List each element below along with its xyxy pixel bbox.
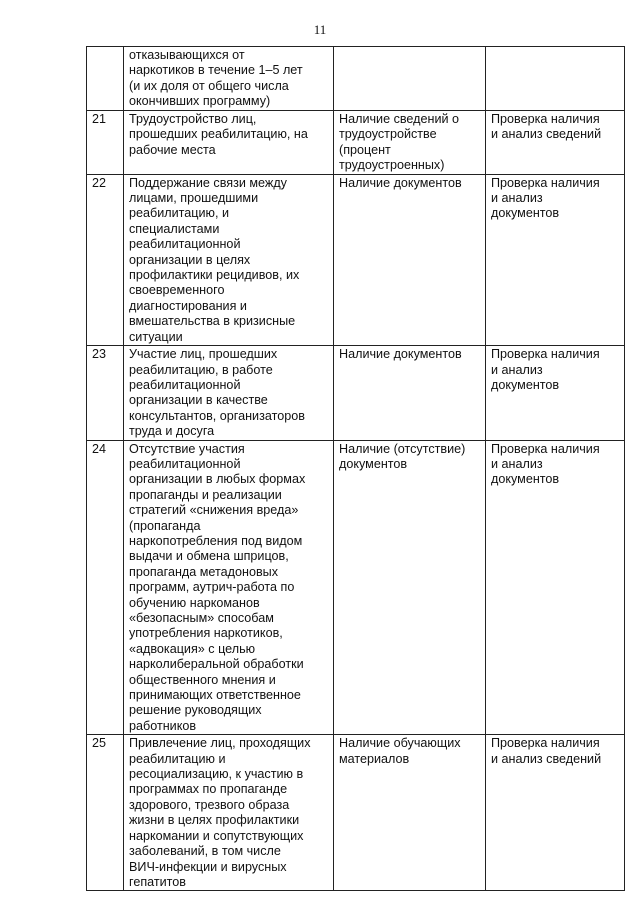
evidence-text: Наличие документов	[334, 174, 486, 345]
evidence-text: Наличие документов	[334, 346, 486, 440]
row-number: 25	[87, 735, 124, 891]
verification-text: Проверка наличия и анализ сведений	[486, 111, 625, 175]
criteria-table	[86, 46, 625, 891]
evidence-text: Наличие сведений о трудоустройстве (процент трудоустроенных)	[334, 111, 486, 175]
row-number: 22	[87, 174, 124, 345]
criterion-text: Привлечение лиц, проходящих реабилитацию и ресоциализацию, к участию в программах по пропаганде здорового, трезвого образа жизни в целях профилактики наркомании и сопутствующих заболеваний, в том числе ВИЧ-инфекции и вирусных гепатитов	[124, 735, 334, 891]
evidence-text: Наличие (отсутствие) документов	[334, 440, 486, 735]
table-row	[87, 47, 625, 111]
table-row	[87, 111, 625, 175]
table-row	[87, 735, 625, 891]
table-row	[87, 440, 625, 735]
verification-text: Проверка наличия и анализ сведений	[486, 735, 625, 891]
table-row	[87, 174, 625, 345]
row-number: 23	[87, 346, 124, 440]
criterion-text: Поддержание связи между лицами, прошедшими реабилитацию, и специалистами реабилитационной организации в целях профилактики рецидивов, их своевременного диагностирования и вмешательства в кризисные ситуации	[124, 174, 334, 345]
criterion-text: отказывающихся от наркотиков в течение 1–5 лет (и их доля от общего числа окончивших программу)	[124, 47, 334, 111]
row-number: 24	[87, 440, 124, 735]
row-number	[87, 47, 124, 111]
verification-text	[486, 47, 625, 111]
verification-text: Проверка наличия и анализ документов	[486, 174, 625, 345]
evidence-text: Наличие обучающих материалов	[334, 735, 486, 891]
criterion-text: Участие лиц, прошедших реабилитацию, в работе реабилитационной организации в качестве консультантов, организаторов труда и досуга	[124, 346, 334, 440]
row-number: 21	[87, 111, 124, 175]
verification-text: Проверка наличия и анализ документов	[486, 346, 625, 440]
table-row	[87, 346, 625, 440]
page-number: 11	[313, 22, 327, 37]
criterion-text: Трудоустройство лиц, прошедших реабилитацию, на рабочие места	[124, 111, 334, 175]
criterion-text: Отсутствие участия реабилитационной организации в любых формах пропаганды и реализации стратегий «снижения вреда» (пропаганда наркопотребления под видом выдачи и обмена шприцов, пропаганда метадоновых программ, аутрич-работа по обучению наркоманов «безопасным» способам употребления наркотиков, «адвокация» с целью нарколиберальной обработки общественного мнения и принимающих ответственное решение руководящих работников	[124, 440, 334, 735]
evidence-text	[334, 47, 486, 111]
verification-text: Проверка наличия и анализ документов	[486, 440, 625, 735]
